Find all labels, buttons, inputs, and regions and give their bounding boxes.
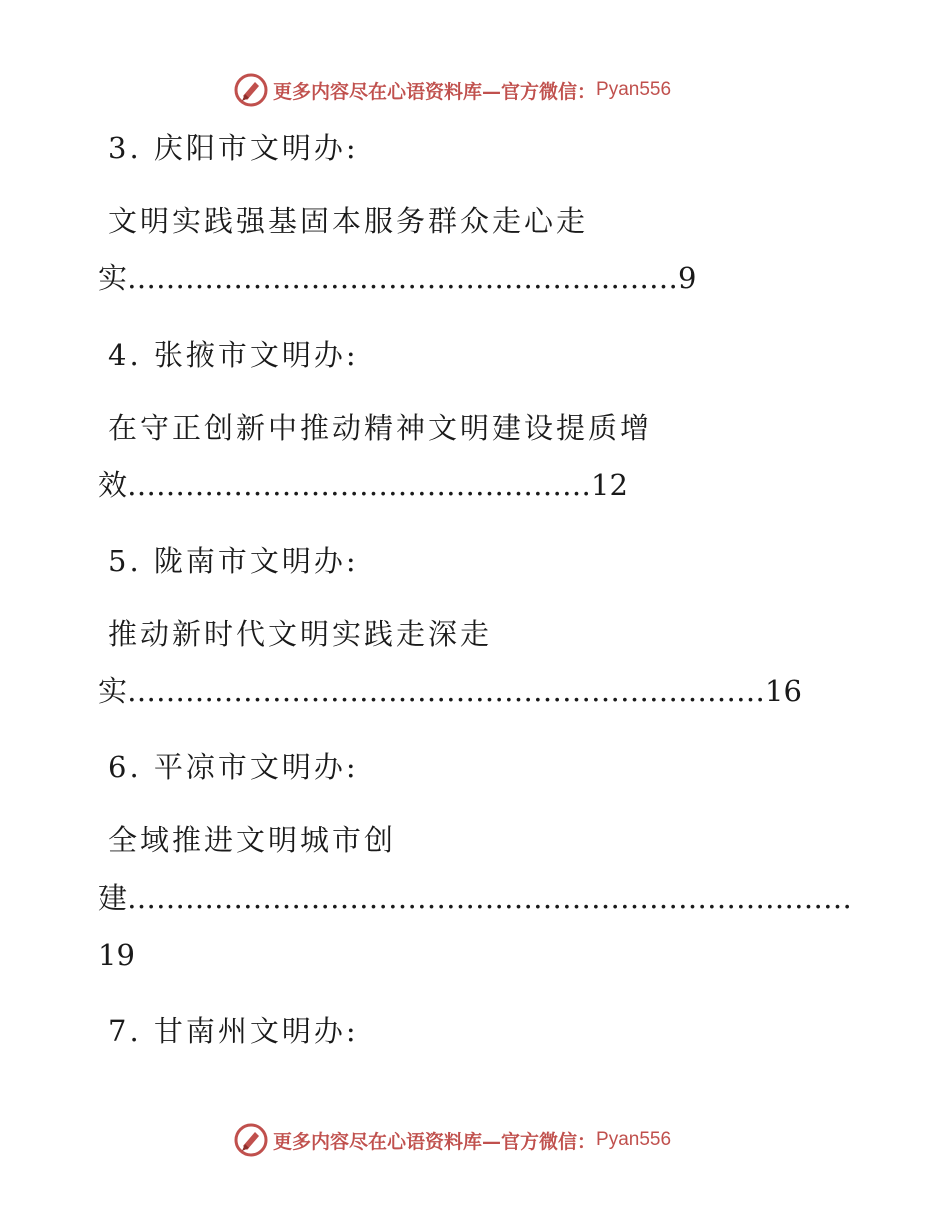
watermark-text: 更多内容尽在心语资料库—官方微信：: [273, 1130, 597, 1153]
watermark-header: [233, 72, 671, 108]
watermark-wechat-id: Pyan556: [596, 1129, 672, 1150]
toc-line: 建…………………………………………………………………: [98, 881, 853, 915]
entry-heading: 5. 陇南市文明办:: [108, 544, 359, 578]
toc-page-number: 19: [98, 938, 135, 972]
watermark-footer: [233, 1122, 671, 1158]
watermark-wechat-id: Pyan556: [596, 79, 672, 100]
pen-logo-icon: [233, 1122, 269, 1158]
entry-heading: 7. 甘南州文明办:: [108, 1014, 359, 1048]
toc-line: 实…………………………………………………9: [98, 261, 697, 295]
entry-title: 在守正创新中推动精神文明建设提质增: [108, 411, 653, 445]
entry-heading: 3. 庆阳市文明办:: [108, 131, 359, 165]
entry-heading: 6. 平凉市文明办:: [108, 750, 359, 784]
entry-title: 全域推进文明城市创: [108, 823, 397, 857]
entry-title: 推动新时代文明实践走深走: [108, 617, 493, 651]
entry-title: 文明实践强基固本服务群众走心走: [108, 204, 589, 238]
toc-line: 效…………………………………………12: [98, 468, 628, 502]
watermark-text: 更多内容尽在心语资料库—官方微信：: [273, 80, 597, 103]
entry-heading: 4. 张掖市文明办:: [108, 338, 359, 372]
pen-logo-icon: [233, 72, 269, 108]
toc-line: 实…………………………………………………………16: [98, 674, 802, 708]
